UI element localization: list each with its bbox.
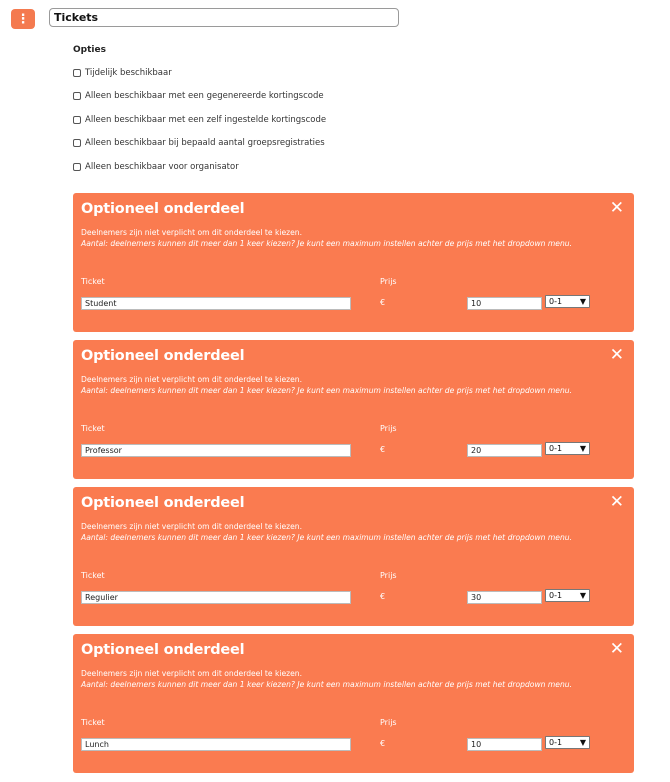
option-group-registrations[interactable] — [73, 132, 326, 156]
close-icon[interactable]: ✕ — [609, 639, 624, 659]
card-description — [81, 374, 621, 396]
description-line: Deelnemers zijn niet verplicht om dit onderdeel te kiezen. — [81, 669, 303, 678]
currency-symbol: € — [380, 592, 386, 601]
quantity-value: 0-1 — [549, 444, 563, 453]
optional-item-card — [73, 340, 634, 479]
option-label: Alleen beschikbaar bij bepaald aantal groepsregistraties — [85, 138, 325, 149]
ticket-label: Ticket — [81, 571, 105, 580]
price-label: Prijs — [380, 277, 397, 286]
chevron-down-icon: ▼ — [579, 738, 586, 747]
chevron-down-icon: ▼ — [579, 297, 586, 306]
vertical-ellipsis-icon: ⋮ — [16, 11, 30, 27]
optional-item-card — [73, 193, 634, 332]
checkbox[interactable] — [73, 69, 81, 77]
option-generated-discount-code[interactable] — [73, 85, 326, 109]
card-description — [81, 668, 621, 690]
currency-symbol: € — [380, 445, 386, 454]
ticket-group-title-input[interactable]: Tickets — [49, 8, 399, 27]
price-label: Prijs — [380, 718, 397, 727]
card-title: Optioneel onderdeel — [81, 201, 245, 217]
close-icon[interactable]: ✕ — [609, 345, 624, 365]
options-heading: Opties — [73, 45, 106, 55]
optional-item-card — [73, 487, 634, 626]
chevron-down-icon: ▼ — [579, 444, 586, 453]
description-line: Deelnemers zijn niet verplicht om dit onderdeel te kiezen. — [81, 375, 303, 384]
quantity-dropdown[interactable] — [545, 442, 590, 455]
option-custom-discount-code[interactable] — [73, 108, 326, 132]
description-hint: Aantal: deelnemers kunnen dit meer dan 1 keer kiezen? Je kunt een maximum instellen achter de prijs met het dropdown menu. — [81, 386, 572, 395]
ticket-label: Ticket — [81, 424, 105, 433]
card-title: Optioneel onderdeel — [81, 348, 245, 364]
price-input[interactable]: 10 — [467, 738, 542, 751]
checkbox[interactable] — [73, 163, 81, 171]
description-line: Deelnemers zijn niet verplicht om dit onderdeel te kiezen. — [81, 522, 303, 531]
price-label: Prijs — [380, 571, 397, 580]
option-label: Tijdelijk beschikbaar — [85, 67, 172, 78]
currency-symbol: € — [380, 298, 386, 307]
option-label: Alleen beschikbaar voor organisator — [85, 161, 239, 172]
quantity-value: 0-1 — [549, 738, 563, 747]
option-label: Alleen beschikbaar met een zelf ingestelde kortingscode — [85, 114, 327, 125]
card-description — [81, 227, 621, 249]
price-input[interactable]: 10 — [467, 297, 542, 310]
quantity-dropdown[interactable] — [545, 589, 590, 602]
ticket-name-input[interactable]: Student — [81, 297, 351, 310]
quantity-value: 0-1 — [549, 297, 563, 306]
price-input[interactable]: 20 — [467, 444, 542, 457]
description-hint: Aantal: deelnemers kunnen dit meer dan 1 keer kiezen? Je kunt een maximum instellen achter de prijs met het dropdown menu. — [81, 680, 572, 689]
close-icon[interactable]: ✕ — [609, 198, 624, 218]
card-title: Optioneel onderdeel — [81, 495, 245, 511]
price-label: Prijs — [380, 424, 397, 433]
card-description — [81, 521, 621, 543]
close-icon[interactable]: ✕ — [609, 492, 624, 512]
currency-symbol: € — [380, 739, 386, 748]
checkbox[interactable] — [73, 116, 81, 124]
ticket-name-input[interactable]: Professor — [81, 444, 351, 457]
chevron-down-icon: ▼ — [579, 591, 586, 600]
option-label: Alleen beschikbaar met een gegenereerde kortingscode — [85, 91, 324, 102]
quantity-value: 0-1 — [549, 591, 563, 600]
ticket-name-input[interactable]: Lunch — [81, 738, 351, 751]
ticket-label: Ticket — [81, 718, 105, 727]
checkbox[interactable] — [73, 139, 81, 147]
option-temporarily-available[interactable] — [73, 61, 326, 85]
optional-item-card — [73, 634, 634, 773]
quantity-dropdown[interactable] — [545, 736, 590, 749]
checkbox[interactable] — [73, 92, 81, 100]
description-hint: Aantal: deelnemers kunnen dit meer dan 1 keer kiezen? Je kunt een maximum instellen achter de prijs met het dropdown menu. — [81, 239, 572, 248]
price-input[interactable]: 30 — [467, 591, 542, 604]
ticket-label: Ticket — [81, 277, 105, 286]
options-section — [73, 45, 326, 179]
description-line: Deelnemers zijn niet verplicht om dit onderdeel te kiezen. — [81, 228, 303, 237]
card-title: Optioneel onderdeel — [81, 642, 245, 658]
description-hint: Aantal: deelnemers kunnen dit meer dan 1 keer kiezen? Je kunt een maximum instellen achter de prijs met het dropdown menu. — [81, 533, 572, 542]
drag-handle[interactable] — [11, 9, 35, 29]
ticket-name-input[interactable]: Regulier — [81, 591, 351, 604]
quantity-dropdown[interactable] — [545, 295, 590, 308]
option-organizer-only[interactable] — [73, 155, 326, 179]
